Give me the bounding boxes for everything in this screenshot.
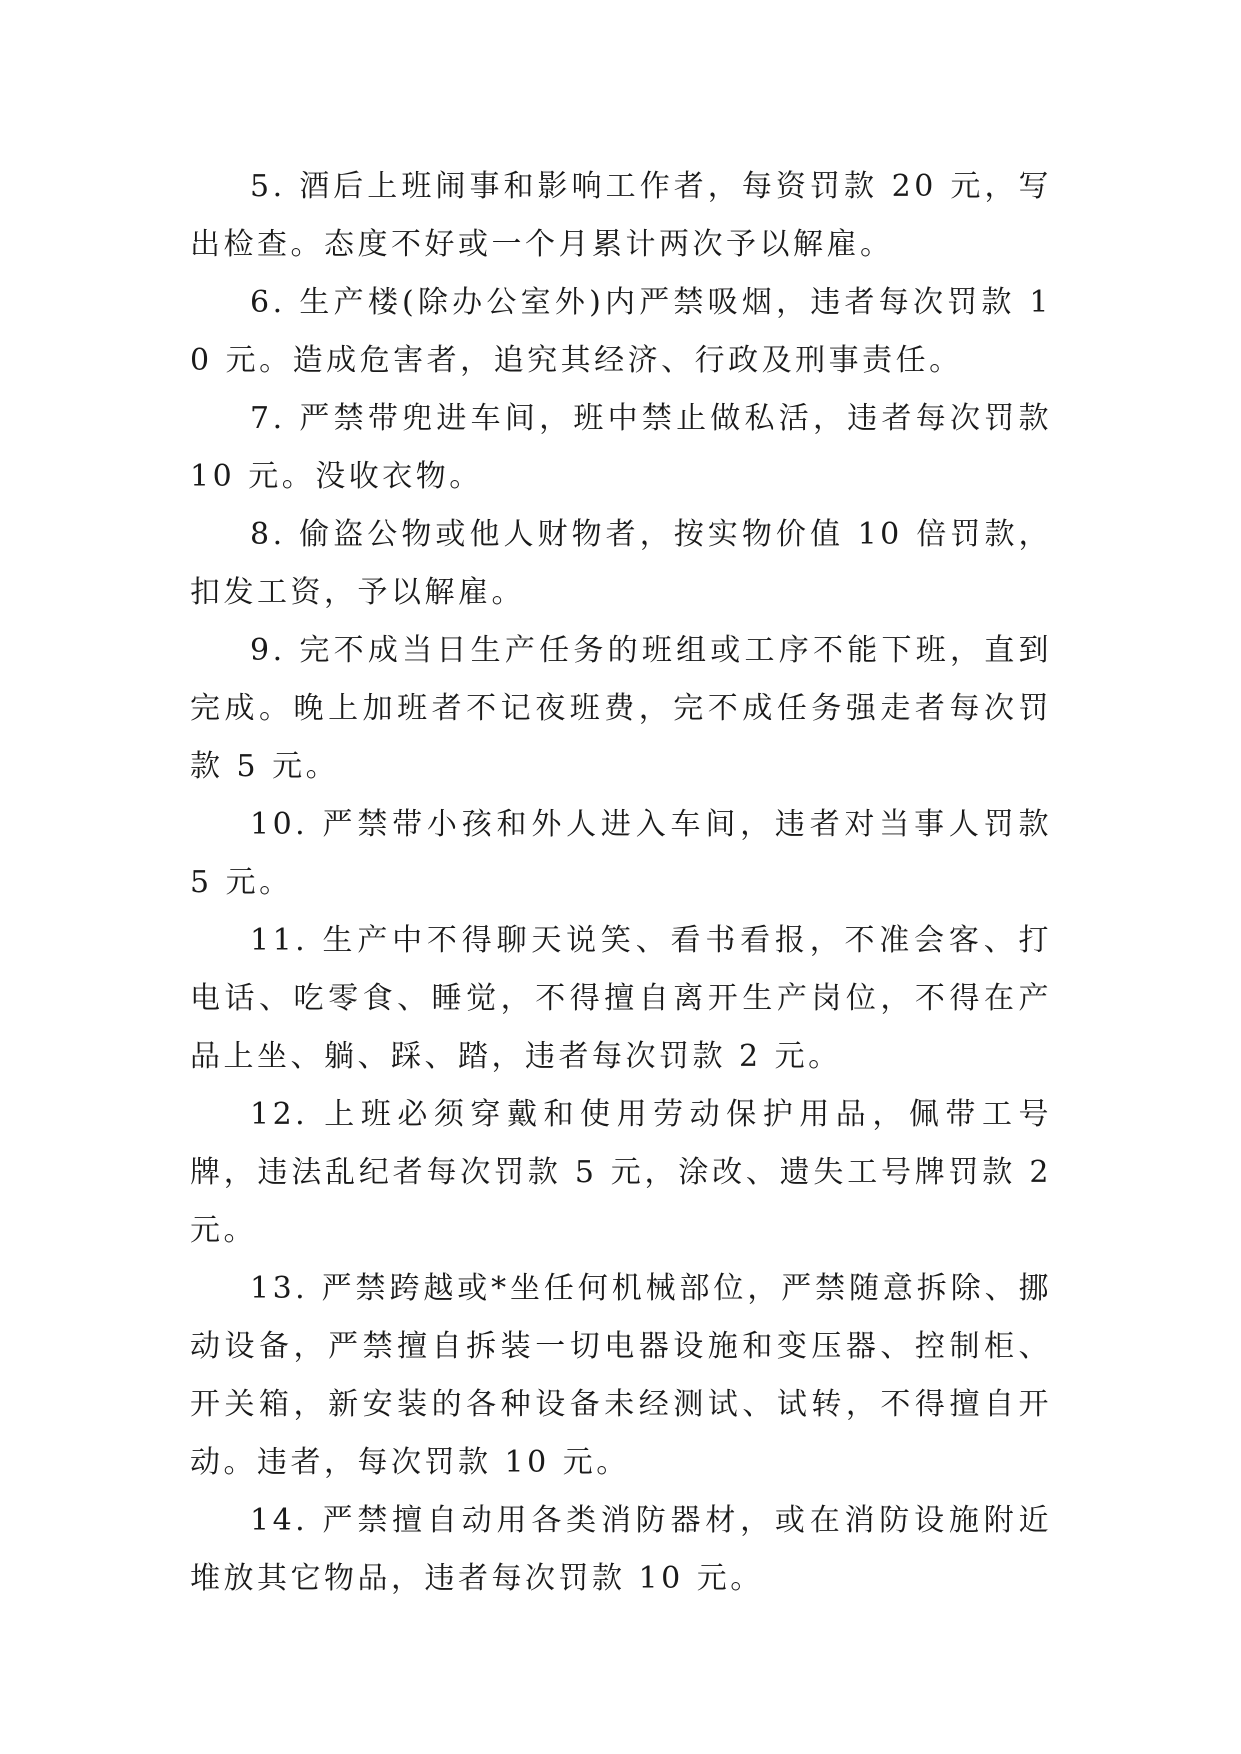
rule-paragraph-9: 9. 完不成当日生产任务的班组或工序不能下班，直到完成。晚上加班者不记夜班费，完不成任务强走者每次罚款 5 元。 <box>190 633 1052 784</box>
rule-paragraph-7: 7. 严禁带兜进车间，班中禁止做私活，违者每次罚款 10 元。没收衣物。 <box>190 401 1052 494</box>
document-body <box>190 158 1052 1608</box>
rule-paragraph-11: 11. 生产中不得聊天说笑、看书看报，不准会客、打电话、吃零食、睡觉，不得擅自离开生产岗位，不得在产品上坐、躺、踩、踏，违者每次罚款 2 元。 <box>190 923 1052 1074</box>
rule-paragraph-10: 10. 严禁带小孩和外人进入车间，违者对当事人罚款 5 元。 <box>190 807 1052 900</box>
rule-paragraph-13: 13. 严禁跨越或*坐任何机械部位，严禁随意拆除、挪动设备，严禁擅自拆装一切电器设施和变压器、控制柜、开关箱，新安装的各种设备未经测试、试转，不得擅自开动。违者，每次罚款 10 元。 <box>190 1271 1052 1480</box>
rule-paragraph-8: 8. 偷盗公物或他人财物者，按实物价值 10 倍罚款，扣发工资，予以解雇。 <box>190 517 1052 610</box>
rule-paragraph-5: 5. 酒后上班闹事和影响工作者，每资罚款 20 元，写出检查。态度不好或一个月累计两次予以解雇。 <box>190 169 1052 262</box>
rule-paragraph-6: 6. 生产楼(除办公室外)内严禁吸烟，违者每次罚款 10 元。造成危害者，追究其经济、行政及刑事责任。 <box>190 285 1052 378</box>
rule-paragraph-12: 12. 上班必须穿戴和使用劳动保护用品，佩带工号牌，违法乱纪者每次罚款 5 元，涂改、遗失工号牌罚款 2 元。 <box>190 1097 1052 1248</box>
rule-paragraph-14: 14. 严禁擅自动用各类消防器材，或在消防设施附近堆放其它物品，违者每次罚款 10 元。 <box>190 1503 1052 1596</box>
